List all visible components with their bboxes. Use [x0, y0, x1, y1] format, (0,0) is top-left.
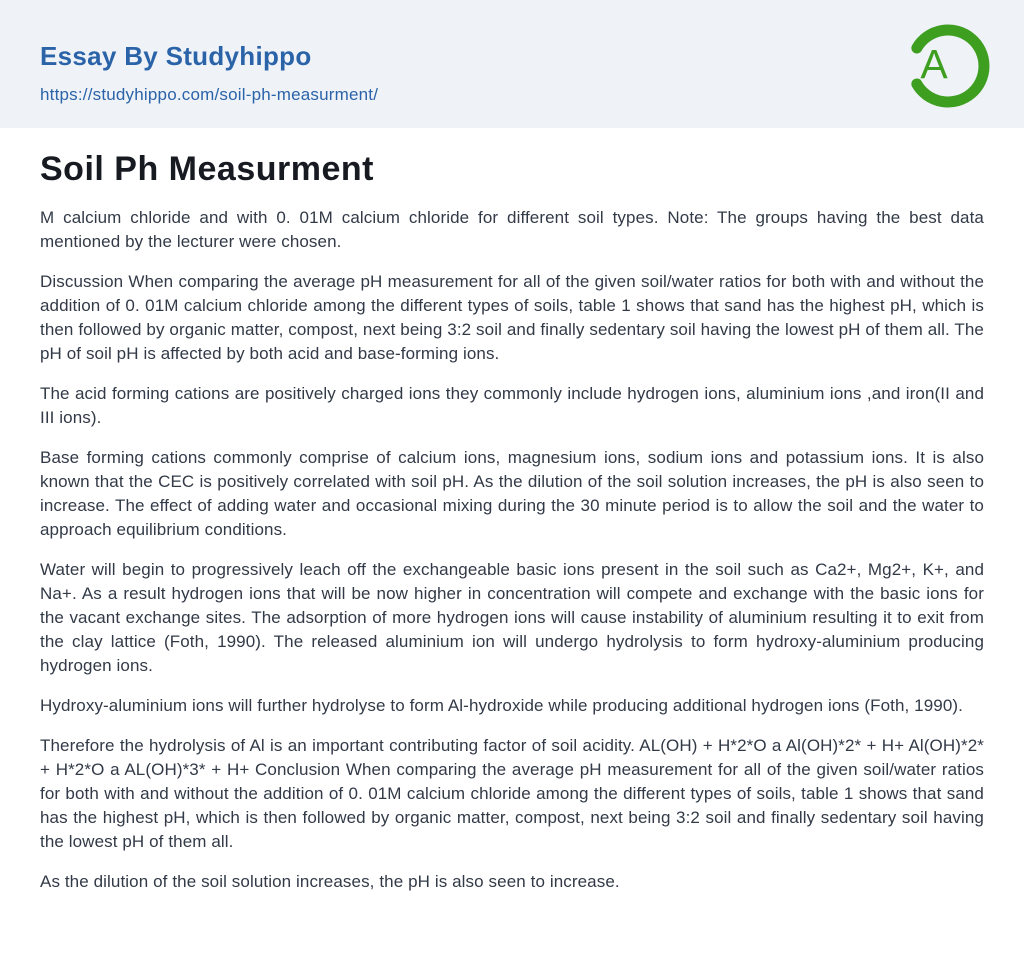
essay-paragraph: Discussion When comparing the average pH measurement for all of the given soil/water ratios for both with and without the addition of 0. 01M calcium chloride among the different types of soils, table 1 shows that sand has the highest pH, which is then followed by organic matter, compost, next being 3:2 soil and finally sedentary soil having the lowest pH of them all. The pH of soil pH is affected by both acid and base-forming ions. [40, 272, 984, 364]
essay-paragraph: Water will begin to progressively leach off the exchangeable basic ions present in the soil such as Ca2+, Mg2+, K+, and Na+. As a result hydrogen ions that will be now higher in concentration will compete and exchange with the basic ions for the vacant exchange sites. The adsorption of more hydrogen ions will cause instability of aluminium resulting it to exit from the clay lattice (Foth, 1990). The released aluminium ion will undergo hydrolysis to form hydroxy-aluminium producing hydrogen ions. [40, 560, 984, 676]
essay-article [0, 128, 1024, 894]
studyhippo-logo [906, 21, 990, 109]
essay-paragraph: As the dilution of the soil solution increases, the pH is also seen to increase. [40, 872, 620, 892]
page-url-link[interactable]: https://studyhippo.com/soil-ph-measurment/ [40, 85, 379, 104]
essay-paragraph: Therefore the hydrolysis of Al is an important contributing factor of soil acidity. AL(OH) + H*2*O a Al(OH)*2* + H+ Al(OH)*2* + H*2*O a AL(OH)*3* + H+ Conclusion When comparing the average pH measurement for all of the given soil/water ratios for both with and without the addition of 0. 01M calcium chloride among the different types of soils, table 1 shows that sand has the highest pH, which is then followed by organic matter, compost, next being 3:2 soil and finally sedentary soil having the lowest pH of them all. [40, 736, 984, 852]
site-title: Essay By Studyhippo [40, 41, 312, 71]
essay-paragraph: Hydroxy-aluminium ions will further hydrolyse to form Al-hydroxide while producing additional hydrogen ions (Foth, 1990). [40, 696, 963, 716]
logo-letter: A [920, 41, 948, 87]
page-header [0, 0, 1024, 128]
essay-paragraph: The acid forming cations are positively charged ions they commonly include hydrogen ions, aluminium ions ,and iron(II and III ions). [40, 384, 984, 428]
header-text-block [40, 41, 378, 105]
page-title: Soil Ph Measurment [40, 150, 374, 188]
essay-paragraph: M calcium chloride and with 0. 01M calcium chloride for different soil types. Note: The groups having the best data mentioned by the lecturer were chosen. [40, 208, 984, 252]
essay-paragraph: Base forming cations commonly comprise of calcium ions, magnesium ions, sodium ions and potassium ions. It is also known that the CEC is positively correlated with soil pH. As the dilution of the soil solution increases, the pH is also seen to increase. The effect of adding water and occasional mixing during the 30 minute period is to allow the soil and the water to approach equilibrium conditions. [40, 448, 984, 540]
